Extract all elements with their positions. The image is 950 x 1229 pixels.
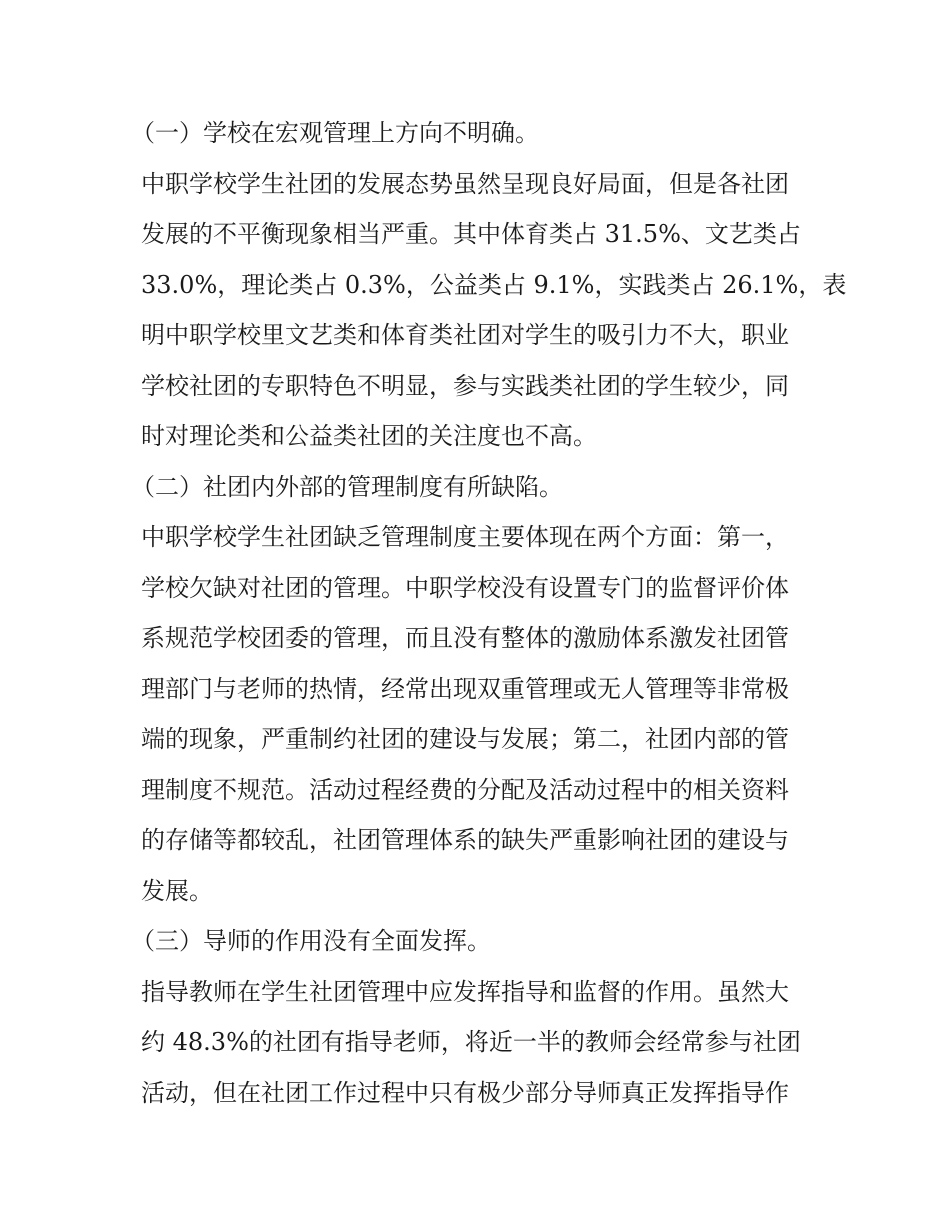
paragraph-line: 中职学校学生社团缺乏管理制度主要体现在两个方面：第一， bbox=[141, 523, 789, 551]
paragraph-3 bbox=[141, 967, 821, 1119]
paragraph-line: 33.0%，理论类占 0.3%，公益类占 9.1%，实践类占 26.1%，表 bbox=[141, 270, 847, 299]
paragraph-line: 指导教师在学生社团管理中应发挥指导和监督的作用。虽然大 bbox=[141, 977, 789, 1006]
paragraph-line: 约 48.3%的社团有指导老师，将近一半的教师会经常参与社团 bbox=[141, 1028, 801, 1056]
paragraph-line: 时对理论类和公益类社团的关注度也不高。 bbox=[141, 422, 597, 450]
paragraph-line: 发展的不平衡现象相当严重。其中体育类占 31.5%、文艺类占 bbox=[141, 220, 801, 248]
heading-line: （一）学校在宏观管理上方向不明确。 bbox=[131, 119, 539, 147]
paragraph-line: 中职学校学生社团的发展态势虽然呈现良好局面，但是各社团 bbox=[141, 169, 789, 198]
heading-line: （二）社团内外部的管理制度有所缺陷。 bbox=[131, 472, 563, 501]
heading-line: （三）导师的作用没有全面发挥。 bbox=[131, 927, 491, 955]
paragraph-line: 学校欠缺对社团的管理。中职学校没有设置专门的监督评价体 bbox=[141, 573, 789, 602]
paragraph-line: 理制度不规范。活动过程经费的分配及活动过程中的相关资料 bbox=[141, 775, 789, 804]
paragraph-line: 明中职学校里文艺类和体育类社团对学生的吸引力不大，职业 bbox=[141, 321, 789, 349]
document-body bbox=[131, 108, 847, 1118]
section-heading-2 bbox=[131, 462, 821, 513]
paragraph-line: 活动，但在社团工作过程中只有极少部分导师真正发挥指导作 bbox=[141, 1078, 789, 1107]
paragraph-2 bbox=[141, 512, 821, 916]
paragraph-line: 发展。 bbox=[141, 876, 213, 905]
paragraph-line: 系规范学校团委的管理，而且没有整体的激励体系激发社团管 bbox=[141, 624, 789, 652]
paragraph-1 bbox=[141, 159, 847, 462]
paragraph-line: 的存储等都较乱，社团管理体系的缺失严重影响社团的建设与 bbox=[141, 826, 789, 854]
section-heading-1 bbox=[131, 108, 821, 159]
paragraph-line: 理部门与老师的热情，经常出现双重管理或无人管理等非常极 bbox=[141, 674, 789, 703]
paragraph-line: 端的现象，严重制约社团的建设与发展；第二，社团内部的管 bbox=[141, 725, 789, 753]
section-heading-3 bbox=[131, 916, 821, 967]
paragraph-line: 学校社团的专职特色不明显，参与实践类社团的学生较少，同 bbox=[141, 371, 789, 400]
